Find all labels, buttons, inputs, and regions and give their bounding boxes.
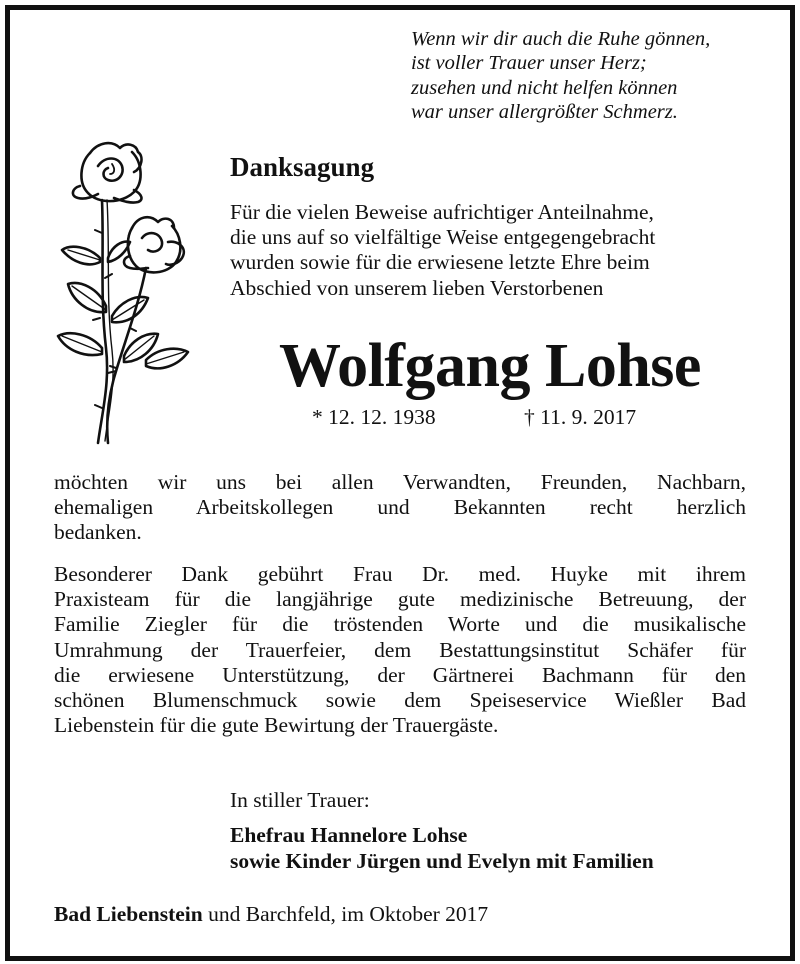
memorial-poem [411,27,771,124]
intro-line: Abschied von unserem lieben Verstorbenen [230,275,604,300]
paragraph-line: ehemaligen Arbeitskollegen und Bekannten recht herzlich [54,495,746,520]
place-date-line [54,901,488,927]
family-line: Ehefrau Hannelore Lohse [230,823,468,847]
special-thanks-paragraph [54,562,746,738]
paragraph-line: Liebenstein für die gute Bewirtung der Trauergäste. [54,713,499,738]
paragraph-line: Familie Ziegler für die tröstenden Worte und die musikalische [54,612,746,637]
place-bold: Bad Liebenstein [54,902,203,926]
poem-line: ist voller Trauer unser Herz; [411,52,647,75]
intro-line: wurden sowie für die erwiesene letzte Ehre beim [230,250,650,275]
paragraph-line: Praxisteam für die langjährige gute medizinische Betreuung, der [54,587,746,612]
poem-line: Wenn wir dir auch die Ruhe gönnen, [411,28,711,50]
heading-danksagung: Danksagung [230,152,375,182]
poem-line: war unser allergrößter Schmerz. [411,100,678,123]
paragraph-line: möchten wir uns bei allen Verwandten, Freunden, Nachbarn, [54,470,746,494]
paragraph-line: die erwiesene Unterstützung, der Gärtnerei Bachmann für den [54,662,746,687]
intro-text [230,200,655,301]
poem-line: zusehen und nicht helfen können [411,76,678,99]
family-line: sowie Kinder Jürgen und Evelyn mit Familien [230,848,654,873]
family-signature [230,823,654,874]
birth-date: * 12. 12. 1938 [312,405,436,429]
intro-line: Für die vielen Beweise aufrichtiger Anteilnahme, [230,200,654,224]
place-rest: und Barchfeld, im Oktober 2017 [202,902,489,926]
intro-line: die uns auf so vielfältige Weise entgegengebracht [230,225,656,250]
paragraph-line: schönen Blumenschmuck sowie dem Speiseservice Wießler Bad [54,688,746,713]
thanks-paragraph [54,470,746,546]
paragraph-line: bedanken. [54,520,142,545]
rose-illustration [50,138,195,448]
paragraph-line: Umrahmung der Trauerfeier, dem Bestattungsinstitut Schäfer für [54,637,746,662]
deceased-name: Wolfgang Lohse [279,332,701,400]
paragraph-line: Besonderer Dank gebührt Frau Dr. med. Huyke mit ihrem [54,562,746,586]
death-date: † 11. 9. 2017 [524,405,637,429]
mourning-label: In stiller Trauer: [230,788,370,812]
